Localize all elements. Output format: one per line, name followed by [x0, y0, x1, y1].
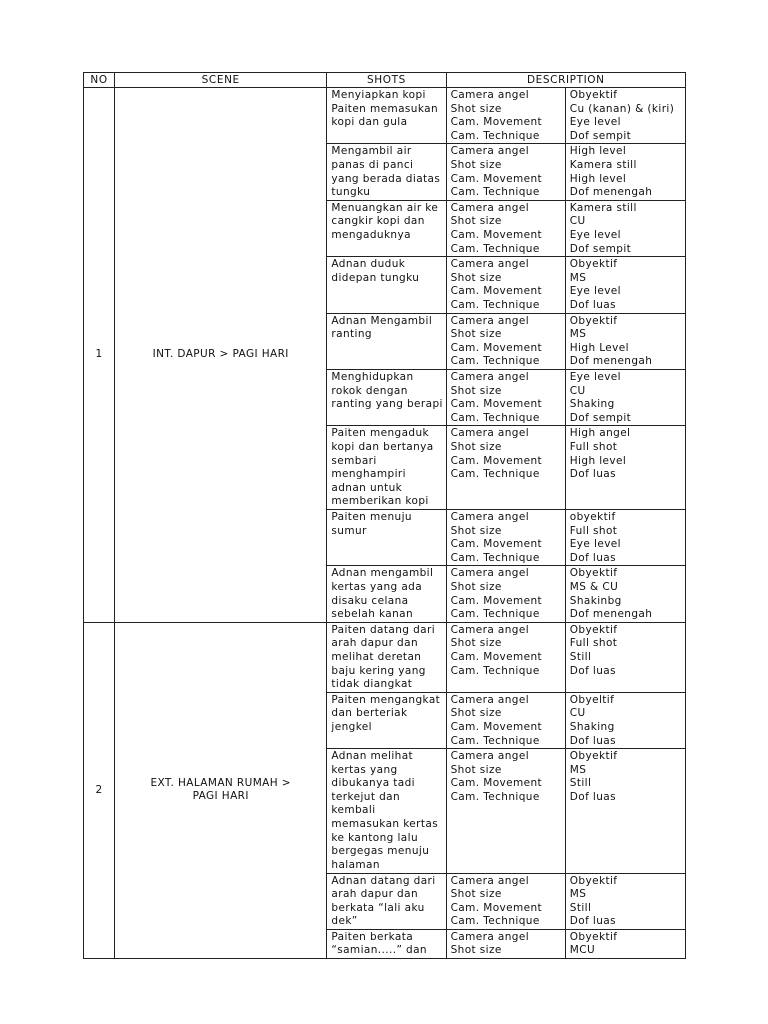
parameter-label: Shot size: [450, 215, 502, 228]
shot-description: Mengambil air panas di panci yang berada diatas tungku: [331, 145, 441, 199]
shot-description: Adnan mengambil kertas yang ada disaku celana sebelah kanan: [331, 567, 434, 621]
header-scene: SCENE: [115, 73, 327, 88]
parameter-label: Cam. Movement: [450, 228, 543, 241]
shot-cell: [327, 692, 446, 748]
parameter-label: Shot size: [450, 888, 502, 901]
table-row: [84, 622, 686, 692]
header-description: DESCRIPTION: [446, 73, 685, 88]
camera-parameter-values: [565, 144, 685, 200]
scene-number: 1: [84, 88, 115, 623]
camera-parameter-labels: [446, 313, 565, 369]
camera-parameter-values: [565, 313, 685, 369]
parameter-label: Cam. Technique: [450, 551, 540, 564]
shot-cell: [327, 426, 446, 510]
shot-cell: [327, 313, 446, 369]
parameter-label: Camera angel: [450, 370, 530, 383]
parameter-label: Shot size: [450, 763, 502, 776]
parameter-value: MS: [569, 271, 587, 284]
parameter-value: Obyektif: [569, 258, 618, 271]
parameter-label: Cam. Technique: [450, 468, 540, 481]
parameter-value: MCU: [569, 944, 596, 957]
parameter-label: Camera angel: [450, 567, 530, 580]
shot-cell: [327, 200, 446, 256]
parameter-label: Shot size: [450, 102, 502, 115]
parameter-value: Eye level: [569, 370, 621, 383]
parameter-value: Full shot: [569, 440, 618, 453]
parameter-label: Cam. Movement: [450, 594, 543, 607]
parameter-label: Cam. Movement: [450, 720, 543, 733]
scene-heading: [115, 622, 327, 958]
parameter-value: MS: [569, 888, 587, 901]
camera-parameter-values: [565, 622, 685, 692]
camera-parameter-labels: [446, 692, 565, 748]
parameter-label: Cam. Technique: [450, 608, 540, 621]
parameter-label: Camera angel: [450, 89, 530, 101]
camera-parameter-labels: [446, 749, 565, 873]
shot-description: Adnan melihat kertas yang dibukanya tadi terkejut dan kembali memasukan kertas ke kantong lalu bergegas menuju halaman: [331, 750, 439, 871]
parameter-label: Shot size: [450, 384, 502, 397]
parameter-value: Shaking: [569, 720, 615, 733]
parameter-value: Dof luas: [569, 664, 616, 677]
parameter-value: Eye level: [569, 538, 621, 551]
shot-cell: [327, 88, 446, 144]
parameter-label: Cam. Movement: [450, 341, 543, 354]
shot-cell: [327, 369, 446, 425]
parameter-value: Kamera still: [569, 201, 637, 214]
parameter-label: Camera angel: [450, 258, 530, 271]
parameter-label: Cam. Technique: [450, 355, 540, 368]
header-no: NO: [84, 73, 115, 88]
parameter-value: Eye level: [569, 116, 621, 129]
header-row: [84, 73, 686, 88]
camera-parameter-labels: [446, 88, 565, 144]
camera-parameter-values: [565, 200, 685, 256]
parameter-label: Cam. Technique: [450, 411, 540, 424]
parameter-label: Shot size: [450, 158, 502, 171]
parameter-value: High level: [569, 172, 627, 185]
camera-parameter-labels: [446, 509, 565, 565]
parameter-value: High level: [569, 454, 627, 467]
shot-description: Paiten mengangkat dan berteriak jengkel: [331, 693, 441, 733]
shot-description: Paiten datang dari arah dapur dan melihat deretan baju kering yang tidak diangkat: [331, 623, 436, 691]
shot-description: Adnan datang dari arah dapur dan berkata “lali aku dek”: [331, 874, 436, 928]
parameter-label: Shot size: [450, 944, 502, 957]
parameter-label: Cam. Movement: [450, 116, 543, 129]
parameter-value: Still: [569, 901, 592, 914]
camera-parameter-labels: [446, 369, 565, 425]
parameter-label: Shot size: [450, 524, 502, 537]
parameter-value: Obyektif: [569, 750, 618, 763]
parameter-label: Cam. Technique: [450, 186, 540, 199]
parameter-label: Cam. Technique: [450, 664, 540, 677]
parameter-value: Obyektif: [569, 314, 618, 327]
camera-parameter-labels: [446, 873, 565, 929]
shot-description: Adnan Mengambil ranting: [331, 314, 433, 341]
camera-parameter-labels: [446, 257, 565, 313]
parameter-value: Obyektif: [569, 567, 618, 580]
table-row: [84, 88, 686, 144]
camera-parameter-values: [565, 929, 685, 958]
shot-description: Paiten berkata “samian.....” dan: [331, 930, 427, 957]
camera-parameter-labels: [446, 622, 565, 692]
scene-heading-text: EXT. HALAMAN RUMAH > PAGI HARI: [150, 776, 291, 803]
shot-cell: [327, 257, 446, 313]
parameter-label: Shot size: [450, 637, 502, 650]
parameter-value: Kamera still: [569, 158, 637, 171]
camera-parameter-values: [565, 692, 685, 748]
parameter-value: High angel: [569, 427, 631, 440]
parameter-value: Eye level: [569, 228, 621, 241]
parameter-label: Camera angel: [450, 623, 530, 636]
parameter-value: Still: [569, 650, 592, 663]
parameter-label: Camera angel: [450, 145, 530, 158]
parameter-value: Obyeltif: [569, 693, 615, 706]
parameter-label: Cam. Technique: [450, 298, 540, 311]
parameter-value: obyektif: [569, 510, 616, 523]
parameter-value: Full shot: [569, 637, 618, 650]
camera-parameter-labels: [446, 200, 565, 256]
shot-description: Menuangkan air ke cangkir kopi dan mengaduknya: [331, 201, 439, 241]
parameter-value: Shaking: [569, 398, 615, 411]
parameter-label: Cam. Movement: [450, 172, 543, 185]
camera-parameter-values: [565, 509, 685, 565]
parameter-label: Shot size: [450, 328, 502, 341]
shot-description: Menyiapkan kopi Paiten memasukan kopi dan gula: [331, 89, 439, 129]
parameter-label: Camera angel: [450, 427, 530, 440]
parameter-value: Dof sempit: [569, 242, 632, 255]
parameter-label: Cam. Movement: [450, 650, 543, 663]
parameter-value: MS: [569, 328, 587, 341]
parameter-label: Cam. Movement: [450, 777, 543, 790]
parameter-value: Dof luas: [569, 734, 616, 747]
parameter-value: Obyektif: [569, 89, 618, 101]
parameter-value: Obyektif: [569, 623, 618, 636]
camera-parameter-values: [565, 566, 685, 622]
parameter-label: Cam. Technique: [450, 129, 540, 142]
camera-parameter-labels: [446, 426, 565, 510]
camera-parameter-labels: [446, 929, 565, 958]
parameter-value: High Level: [569, 341, 629, 354]
shot-list-sheet: [83, 72, 686, 959]
parameter-value: Obyektif: [569, 874, 618, 887]
parameter-value: Shakinbg: [569, 594, 622, 607]
parameter-label: Cam. Movement: [450, 538, 543, 551]
parameter-label: Cam. Movement: [450, 398, 543, 411]
parameter-label: Shot size: [450, 580, 502, 593]
shot-description: Paiten menuju sumur: [331, 510, 412, 537]
parameter-label: Camera angel: [450, 693, 530, 706]
shot-description: Paiten mengaduk kopi dan bertanya sembari menghampiri adnan untuk memberikan kopi: [331, 427, 434, 508]
parameter-label: Camera angel: [450, 750, 530, 763]
camera-parameter-values: [565, 749, 685, 873]
parameter-label: Camera angel: [450, 314, 530, 327]
parameter-label: Cam. Technique: [450, 790, 540, 803]
shot-cell: [327, 749, 446, 873]
shot-description: Menghidupkan rokok dengan ranting yang berapi: [331, 370, 443, 411]
camera-parameter-labels: [446, 566, 565, 622]
header-shots: SHOTS: [327, 73, 446, 88]
parameter-label: Camera angel: [450, 510, 530, 523]
parameter-value: Still: [569, 777, 592, 790]
parameter-value: Full shot: [569, 524, 618, 537]
scene-heading-text: INT. DAPUR > PAGI HARI: [152, 348, 289, 361]
shot-cell: [327, 509, 446, 565]
shot-list-table: [83, 72, 686, 959]
parameter-value: Dof menengah: [569, 186, 653, 199]
camera-parameter-values: [565, 873, 685, 929]
parameter-label: Cam. Technique: [450, 734, 540, 747]
parameter-label: Camera angel: [450, 930, 530, 943]
parameter-label: Cam. Technique: [450, 242, 540, 255]
shot-cell: [327, 566, 446, 622]
camera-parameter-labels: [446, 144, 565, 200]
parameter-value: Dof sempit: [569, 411, 632, 424]
parameter-value: Dof luas: [569, 915, 616, 928]
parameter-label: Shot size: [450, 440, 502, 453]
parameter-label: Shot size: [450, 271, 502, 284]
parameter-label: Cam. Movement: [450, 454, 543, 467]
parameter-label: Cam. Technique: [450, 915, 540, 928]
parameter-value: Dof sempit: [569, 129, 632, 142]
scene-heading: [115, 88, 327, 623]
camera-parameter-values: [565, 426, 685, 510]
shot-description: Adnan duduk didepan tungku: [331, 258, 420, 284]
parameter-value: High level: [569, 145, 627, 158]
parameter-value: Dof luas: [569, 298, 616, 311]
parameter-value: CU: [569, 384, 586, 397]
parameter-value: Obyektif: [569, 930, 618, 943]
shot-cell: [327, 873, 446, 929]
camera-parameter-values: [565, 369, 685, 425]
parameter-value: Dof luas: [569, 790, 616, 803]
table-body: [84, 88, 686, 959]
parameter-label: Camera angel: [450, 201, 530, 214]
scene-number: 2: [84, 622, 115, 958]
parameter-value: MS: [569, 763, 587, 776]
parameter-value: Dof luas: [569, 468, 616, 481]
parameter-value: Cu (kanan) & (kiri): [569, 102, 675, 115]
parameter-label: Cam. Movement: [450, 285, 543, 298]
camera-parameter-values: [565, 88, 685, 144]
parameter-value: Eye level: [569, 285, 621, 298]
parameter-value: MS & CU: [569, 580, 619, 593]
parameter-value: Dof menengah: [569, 608, 653, 621]
camera-parameter-values: [565, 257, 685, 313]
parameter-value: CU: [569, 707, 586, 720]
shot-cell: [327, 622, 446, 692]
shot-cell: [327, 929, 446, 958]
parameter-label: Camera angel: [450, 874, 530, 887]
parameter-value: Dof menengah: [569, 355, 653, 368]
parameter-value: CU: [569, 215, 586, 228]
parameter-label: Cam. Movement: [450, 901, 543, 914]
parameter-label: Shot size: [450, 707, 502, 720]
shot-cell: [327, 144, 446, 200]
parameter-value: Dof luas: [569, 551, 616, 564]
